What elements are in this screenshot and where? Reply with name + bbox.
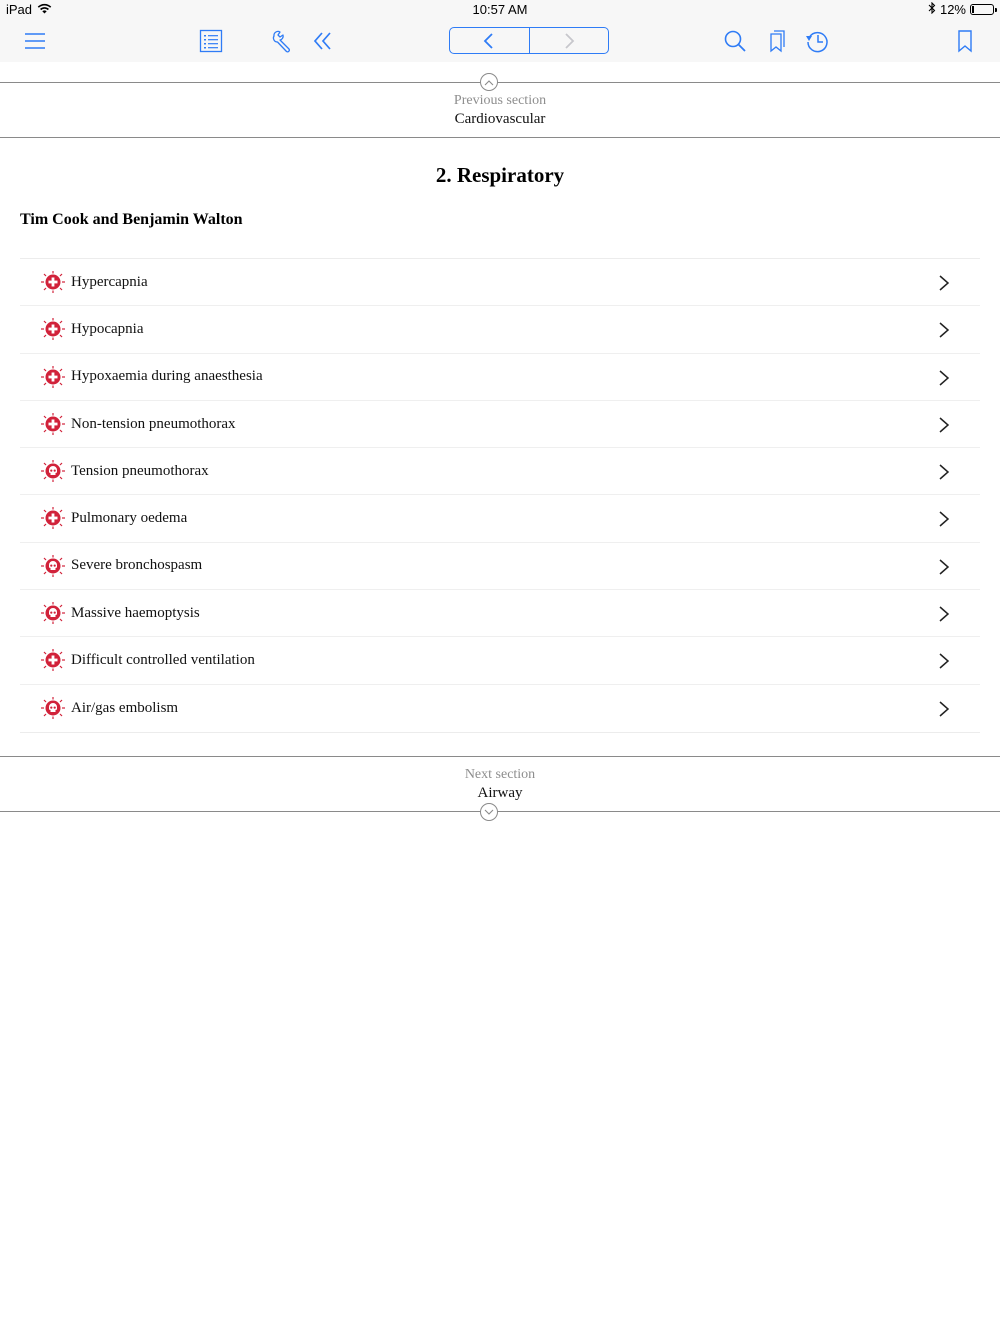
- chevron-right-icon: [937, 321, 951, 339]
- list-item-label: Non-tension pneumothorax: [71, 415, 236, 432]
- chevron-right-icon: [937, 274, 951, 292]
- list-item-label: Pulmonary oedema: [71, 510, 188, 527]
- medical-cross-icon: [40, 318, 66, 340]
- medical-cross-icon: [40, 649, 66, 671]
- bookmarks-list-icon[interactable]: [764, 28, 790, 54]
- menu-icon[interactable]: [22, 28, 48, 54]
- list-item-label: Massive haemoptysis: [71, 604, 200, 621]
- skull-icon: [40, 602, 66, 624]
- list-item-label: Hypoxaemia during anaesthesia: [71, 368, 263, 385]
- previous-section-caption: Previous section: [453, 93, 547, 108]
- history-icon[interactable]: [804, 28, 830, 54]
- medical-cross-icon: [40, 271, 66, 293]
- skull-icon: [40, 697, 66, 719]
- chevron-right-icon: [937, 605, 951, 623]
- page-title: 2. Respiratory: [435, 163, 565, 187]
- list-item[interactable]: [20, 306, 980, 353]
- medical-cross-icon: [40, 413, 66, 435]
- chevron-right-icon: [563, 32, 575, 50]
- status-right: [928, 2, 994, 17]
- page-navigation-segment: [449, 27, 609, 54]
- clock: 10:57 AM: [472, 2, 528, 17]
- table-of-contents-icon[interactable]: [198, 28, 224, 54]
- list-item-label: Hypocapnia: [71, 320, 144, 337]
- list-item[interactable]: [20, 401, 980, 448]
- next-section-caption: Next section: [464, 767, 536, 782]
- list-item[interactable]: [20, 685, 980, 732]
- skull-icon: [40, 460, 66, 482]
- list-item-label: Hypercapnia: [71, 273, 148, 290]
- chevron-right-icon: [937, 558, 951, 576]
- chevron-right-icon: [937, 700, 951, 718]
- medical-cross-icon: [40, 507, 66, 529]
- list-item[interactable]: [20, 590, 980, 637]
- previous-section-button[interactable]: [480, 73, 498, 91]
- chevron-down-icon: [484, 809, 494, 816]
- chevron-right-icon: [937, 369, 951, 387]
- tools-wrench-icon[interactable]: [270, 28, 296, 54]
- next-section-button[interactable]: [480, 803, 498, 821]
- battery-percent: 12%: [939, 2, 966, 17]
- medical-cross-icon: [40, 366, 66, 388]
- toolbar: [0, 20, 1000, 62]
- chevron-right-icon: [937, 416, 951, 434]
- bookmark-icon[interactable]: [952, 28, 978, 54]
- next-section-divider-bottom: [0, 811, 1000, 812]
- list-item-label: Tension pneumothorax: [71, 462, 209, 479]
- list-item-label: Difficult controlled ventilation: [71, 652, 255, 669]
- previous-section-title[interactable]: Cardiovascular: [454, 111, 546, 127]
- status-bar: [0, 0, 1000, 20]
- double-chevron-left-icon[interactable]: [310, 28, 336, 54]
- battery-level: [972, 6, 974, 13]
- list-item[interactable]: [20, 448, 980, 495]
- next-section-title[interactable]: Airway: [477, 785, 523, 801]
- device-label: iPad: [6, 2, 33, 17]
- list-item[interactable]: [20, 354, 980, 401]
- chevron-right-icon: [937, 463, 951, 481]
- chevron-left-icon: [483, 32, 495, 50]
- list-item-label: Severe bronchospasm: [71, 557, 203, 574]
- topic-list: [20, 258, 980, 733]
- previous-section-divider-bottom: [0, 137, 1000, 138]
- battery-icon: [970, 4, 994, 15]
- list-item[interactable]: [20, 637, 980, 684]
- skull-icon: [40, 555, 66, 577]
- next-page-button[interactable]: [529, 28, 609, 53]
- list-item-label: Air/gas embolism: [71, 699, 179, 716]
- list-item[interactable]: [20, 259, 980, 306]
- chevron-up-icon: [484, 79, 494, 86]
- chevron-right-icon: [937, 652, 951, 670]
- previous-page-button[interactable]: [450, 28, 529, 53]
- previous-section-divider-top: [0, 82, 1000, 83]
- next-section-divider-top: [0, 756, 1000, 757]
- search-icon[interactable]: [722, 28, 748, 54]
- bluetooth-icon: [928, 2, 936, 17]
- chapter-authors: Tim Cook and Benjamin Walton: [20, 211, 243, 228]
- list-item[interactable]: [20, 543, 980, 590]
- chevron-right-icon: [937, 510, 951, 528]
- list-item[interactable]: [20, 495, 980, 542]
